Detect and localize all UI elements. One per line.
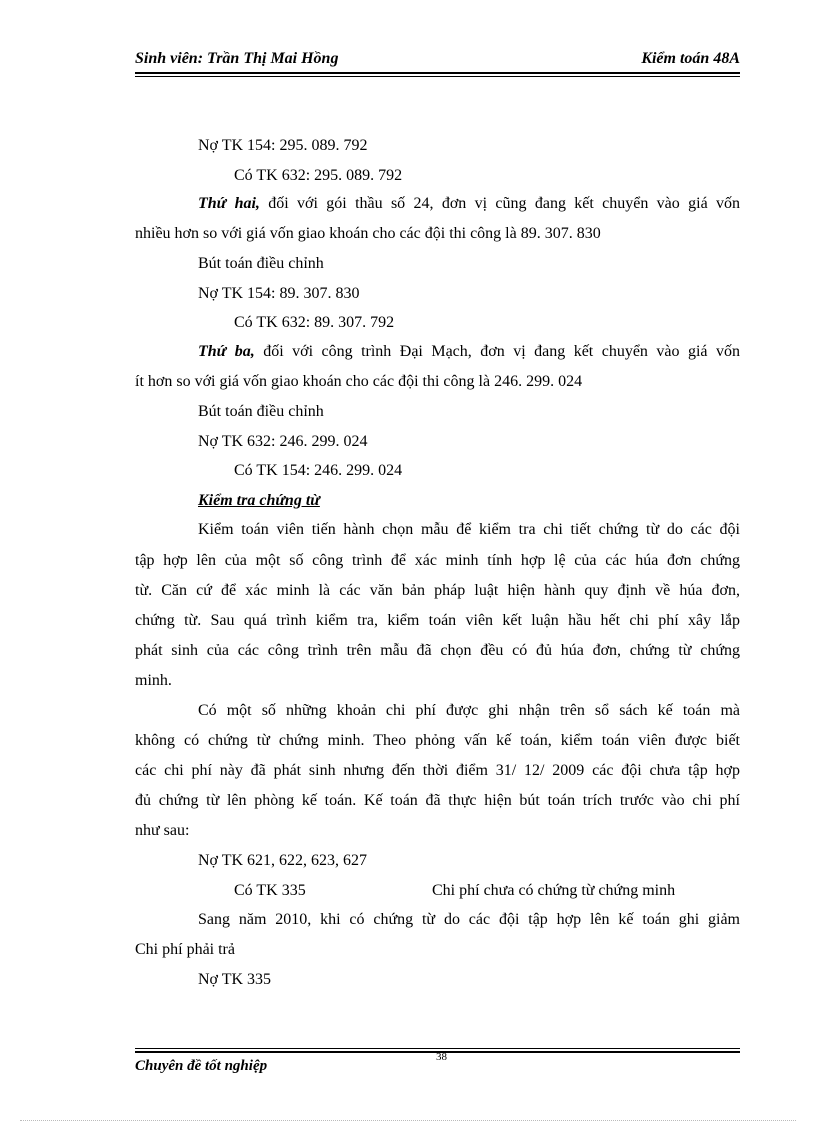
paragraph-line: phát sinh của các công trình trên mẫu đã chọn đều có đủ húa đơn, chứng từ chứng	[135, 642, 740, 659]
header-rule-thick	[135, 72, 740, 74]
paragraph-line: không có chứng từ chứng minh. Theo phỏng vấn kế toán, kiểm toán viên được biết	[135, 732, 740, 749]
adjusting-entry-label-1: Bút toán điều chỉnh	[198, 255, 324, 272]
paragraph-line: từ. Căn cứ để xác minh là các văn bản pháp luật hiện hành quy định về húa đơn,	[135, 582, 740, 599]
entry-debit-accounts: Nợ TK 621, 622, 623, 627	[198, 852, 368, 869]
entry-debit-154-b: Nợ TK 154: 89. 307. 830	[198, 285, 360, 302]
page-header	[135, 50, 740, 70]
entry-credit-335-note: Chi phí chưa có chứng từ chứng minh	[432, 882, 676, 899]
paragraph-line: Sang năm 2010, khi có chứng từ do các đội tập hợp lên kế toán ghi giảm	[198, 911, 740, 928]
paragraph-line: minh.	[135, 672, 172, 689]
paragraph-line: các chi phí này đã phát sinh nhưng đến thời điểm 31/ 12/ 2009 các đội chưa tập hợp	[135, 762, 740, 779]
paragraph-line: tập hợp lên của một số công trình để xác minh tính hợp lệ của các húa đơn chứng	[135, 552, 740, 569]
paragraph-second-lead: Thứ hai,	[198, 195, 260, 212]
header-class: Kiểm toán 48A	[641, 50, 740, 67]
paragraph-second-line1	[198, 194, 740, 214]
paragraph-second-text: đối với gói thầu số 24, đơn vị cũng đang kết chuyển vào giá vốn	[259, 195, 740, 212]
adjusting-entry-label-2: Bút toán điều chỉnh	[198, 403, 324, 420]
footer-rule-thin	[135, 1048, 740, 1049]
paragraph-third-line1	[198, 342, 740, 362]
header-student-name: Sinh viên: Trần Thị Mai Hồng	[135, 50, 339, 67]
footer-title: Chuyên đề tốt nghiệp	[135, 1058, 268, 1074]
entry-credit-154: Có TK 154: 246. 299. 024	[234, 462, 403, 479]
entry-credit-632: Có TK 632: 295. 089. 792	[234, 167, 403, 184]
paragraph-line: Kiểm toán viên tiến hành chọn mẫu để kiểm tra chi tiết chứng từ do các đội	[198, 521, 740, 538]
paragraph-line: như sau:	[135, 822, 190, 839]
entry-credit-632-b: Có TK 632: 89. 307. 792	[234, 314, 395, 331]
entry-debit-632: Nợ TK 632: 246. 299. 024	[198, 433, 368, 450]
paragraph-line: chứng từ. Sau quá trình kiểm tra, kiểm toán viên kết luận hầu hết chi phí xây lắp	[135, 612, 740, 629]
paragraph-third-text: đối với công trình Đại Mạch, đơn vị đang kết chuyển vào giá vốn	[254, 343, 740, 360]
header-rule-thin	[135, 76, 740, 77]
paragraph-line: Chi phí phải trả	[135, 941, 235, 958]
paragraph-third-line2: ít hơn so với giá vốn giao khoán cho các đội thi công là 246. 299. 024	[135, 373, 583, 390]
paragraph-line: đủ chứng từ lên phòng kế toán. Kế toán đã thực hiện bút toán trích trước vào chi phí	[135, 792, 740, 809]
paragraph-line: Có một số những khoản chi phí được ghi nhận trên sổ sách kế toán mà	[198, 702, 740, 719]
entry-credit-335: Có TK 335	[234, 882, 306, 899]
entry-debit-335: Nợ TK 335	[198, 971, 272, 988]
page-bottom-border	[20, 1120, 796, 1121]
entry-debit-154: Nợ TK 154: 295. 089. 792	[198, 137, 368, 154]
page-number: 38	[436, 1051, 447, 1063]
paragraph-third-lead: Thứ ba,	[198, 343, 255, 360]
paragraph-second-line2: nhiều hơn so với giá vốn giao khoán cho các đội thi công là 89. 307. 830	[135, 225, 601, 242]
section-heading: Kiểm tra chứng từ	[198, 492, 320, 509]
